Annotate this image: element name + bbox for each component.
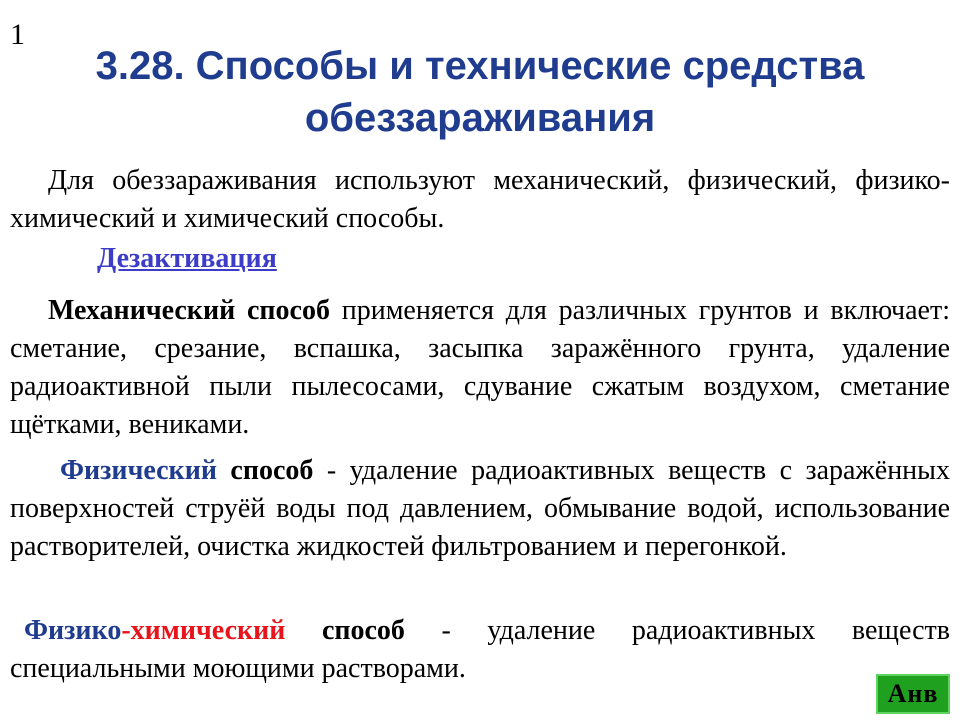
physchem-text: - удаление радиоактивных веществ специальными моющими растворами. [10, 615, 950, 684]
mechanical-term: Механический способ [48, 295, 330, 326]
physchem-paragraph [10, 612, 950, 688]
intro-paragraph: Для обеззараживания используют механический, физический, физико-химический и химический способы. [10, 165, 950, 234]
mechanical-paragraph [10, 292, 950, 444]
mechanical-text: применяется для различных грунтов и включает: сметание, срезание, вспашка, засыпка заражённого грунта, удаление радиоактивной пыли пылесосами, сдувание сжатым воздухом, сметание щётками, вениками. [10, 295, 950, 440]
slide-number: 1 [10, 18, 25, 51]
physchem-term-rest: способ [285, 615, 405, 646]
physchem-term-part1: Физико [24, 615, 122, 646]
nav-button[interactable]: Анв [876, 674, 950, 714]
physchem-term-dash: - [121, 615, 131, 646]
physical-term-rest: способ [216, 455, 314, 486]
physical-text: - удаление радиоактивных веществ с заражённых поверхностей струёй воды под давлением, обмывание водой, использование растворителей, очистка жидкостей фильтрованием и перегонкой. [10, 455, 950, 562]
physical-paragraph [10, 452, 950, 566]
physchem-term-part2: химический [130, 615, 286, 646]
physical-term: Физический [60, 455, 217, 486]
decontamination-link[interactable]: Дезактивация [97, 243, 277, 274]
slide-title: 3.28. Способы и технические средства обеззараживания [95, 44, 865, 140]
